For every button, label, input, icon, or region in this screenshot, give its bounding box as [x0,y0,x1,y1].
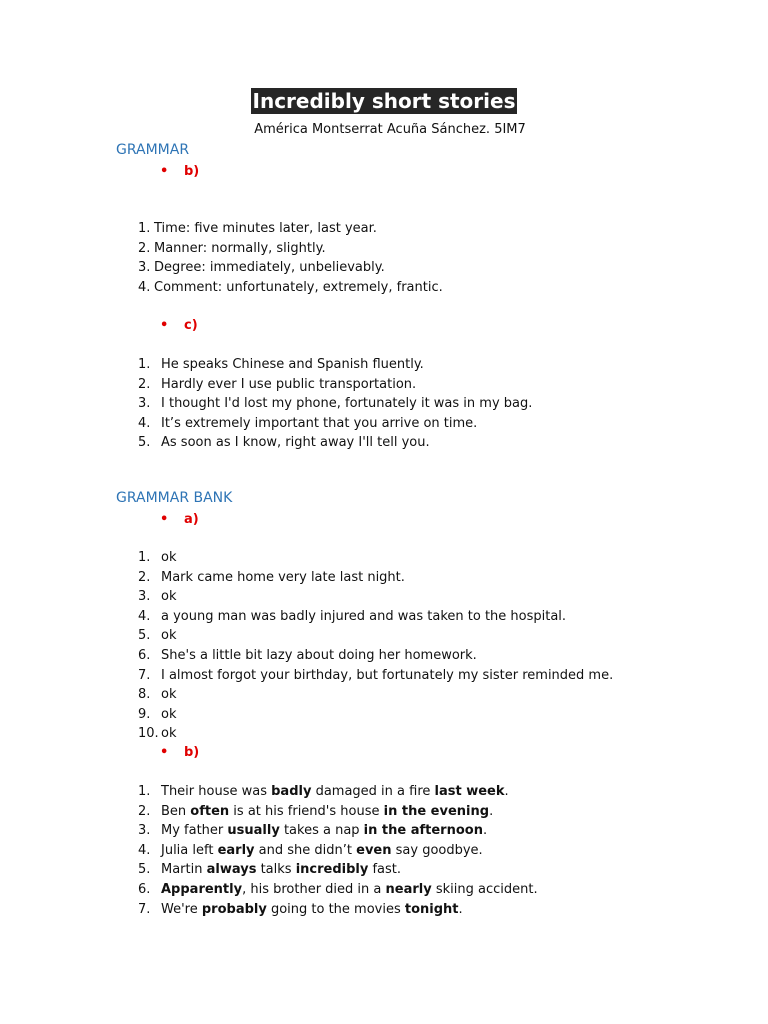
text-phrase: We're [161,901,202,917]
list-item: 8. ok [138,687,177,703]
text-phrase: going to the movies [266,901,405,917]
list-grammar-c [138,355,532,453]
list-item: 2. Mark came home very late last night. [138,569,405,585]
text-phrase: takes a nap [279,823,364,839]
text-phrase: damaged in a fire [311,784,435,799]
text-phrase: talks [256,862,296,878]
list-item: 1. Their house was badly damaged in a fire last week. [138,784,509,799]
text-phrase: and she didn’t [254,842,357,858]
text-phrase: say goodbye. [391,842,483,858]
text-phrase: , his brother died in a [242,881,386,897]
author-line: América Montserrat Acuña Sánchez. 5IM7 [254,122,526,137]
bullet-dot-icon: • [160,745,169,760]
bullet-dot-icon: • [160,318,169,333]
bold-phrase: tonight [404,901,459,917]
list-item: 5. ok [138,628,177,644]
title-block [0,88,768,114]
text-phrase: . [504,784,509,799]
bold-phrase: nearly [385,881,432,897]
list-grammar-bank-b [138,782,538,919]
list-item: 5. As soon as I know, right away I'll tell you. [138,435,430,451]
text-phrase: Their house was [161,784,272,799]
list-item: 10. ok [138,726,177,742]
list-item: 4. Comment: unfortunately, extremely, frantic. [138,279,443,295]
list-item: 2. Hardly ever I use public transportation. [138,376,417,392]
text-phrase: is at his friend's house [229,803,384,819]
part-label-grammar-bank-a: • a) [160,512,199,527]
list-item: 7. We're probably going to the movies tonight. [138,901,463,917]
part-label-grammar-bank-b: • b) [160,745,200,760]
bold-phrase: in the afternoon [363,823,483,839]
list-item: 4. It’s extremely important that you arrive on time. [138,415,478,431]
bold-phrase: incredibly [295,862,369,878]
text-phrase: Ben [161,803,191,819]
part-label-grammar-b: • b) [160,164,200,179]
bullet-dot-icon: • [160,164,169,179]
bold-phrase: badly [271,784,312,799]
bullet-dot-icon: • [160,512,169,527]
text-phrase: Julia left [161,842,218,858]
bold-phrase: usually [227,823,280,839]
list-item: 3. Degree: immediately, unbelievably. [138,260,385,276]
text-phrase: skiing accident. [431,881,538,897]
list-item: 1. ok [138,550,177,565]
bold-phrase: even [356,842,392,858]
text-phrase: My father [161,823,228,839]
list-item: 3. ok [138,589,177,605]
section-heading-grammar-bank: GRAMMAR BANK [116,490,233,506]
list-item: 2. Manner: normally, slightly. [138,240,326,256]
bold-phrase: Apparently [161,881,243,897]
section-heading-grammar: GRAMMAR [116,142,190,158]
list-item: 1. He speaks Chinese and Spanish fluently. [138,357,424,372]
bold-phrase: probably [201,901,267,917]
bold-phrase: often [190,803,230,819]
text-phrase: . [458,901,463,917]
document-title: Incredibly short stories [252,89,516,113]
text-phrase: . [482,823,488,839]
list-item: 4. a young man was badly injured and was taken to the hospital. [138,608,567,624]
list-item: 2. Ben often is at his friend's house in the evening. [138,803,494,819]
list-grammar-b [138,219,443,297]
bold-phrase: early [217,842,255,858]
list-item: 6. She's a little bit lazy about doing her homework. [138,647,477,663]
list-item: 3. My father usually takes a nap in the afternoon. [138,823,488,839]
bold-phrase: last week [434,784,505,799]
list-item: 7. I almost forgot your birthday, but fortunately my sister reminded me. [138,667,614,683]
list-item: 9. ok [138,706,177,722]
text-phrase: . [489,803,494,819]
list-item: 5. Martin always talks incredibly fast. [138,862,402,878]
list-grammar-bank-a [138,548,613,744]
bold-phrase: always [206,862,257,878]
list-item: 1. Time: five minutes later, last year. [138,221,377,236]
text-phrase: Martin [161,862,207,878]
part-label-grammar-c: • c) [160,318,198,333]
bold-phrase: in the evening [383,803,490,819]
text-phrase: fast. [368,862,402,878]
list-item: 3. I thought I'd lost my phone, fortunately it was in my bag. [138,396,533,412]
list-item: 4. Julia left early and she didn’t even say goodbye. [138,842,483,858]
list-item: 6. Apparently, his brother died in a nearly skiing accident. [138,881,538,897]
